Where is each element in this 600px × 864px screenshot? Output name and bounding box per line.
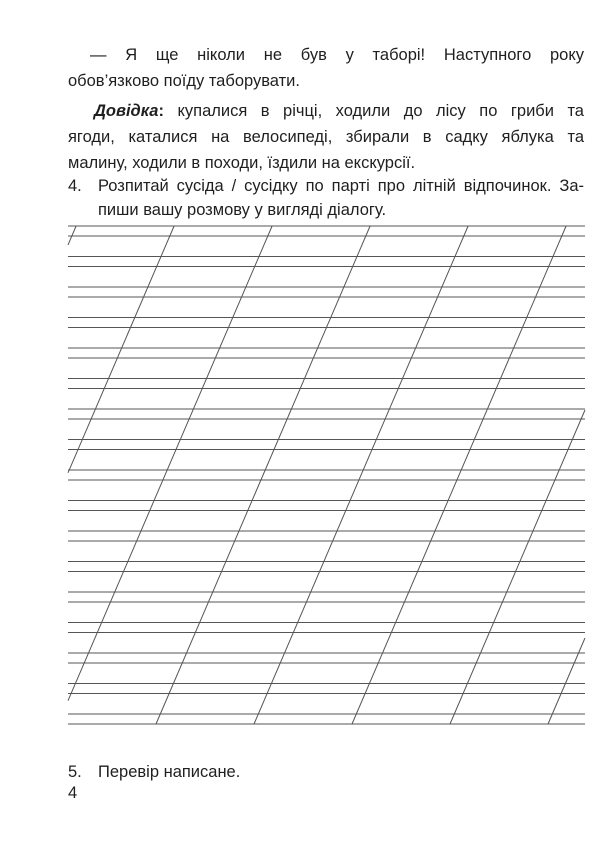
dialogue-line-part1: — Я ще ніколи не був у таборі! Наступного року xyxy=(90,46,584,64)
hint-row-3: малину, ходили в походи, їздили на екскурсії. xyxy=(68,154,416,172)
ruled-lines xyxy=(68,226,585,724)
slant-line xyxy=(254,226,468,724)
slant-line xyxy=(352,226,566,724)
hint-row1-text: купалися в річці, ходили до лісу по гриби та xyxy=(164,102,584,120)
hint-row-2: ягоди, каталися на велосипеді, збирали в садку яблука та xyxy=(68,128,584,146)
slant-line xyxy=(156,226,370,724)
slant-lines xyxy=(68,226,585,724)
task-5-text: Перевір написане. xyxy=(98,763,241,781)
slant-line xyxy=(450,410,585,724)
task-5-number: 5. xyxy=(68,763,82,781)
task-4-line1: Розпитай сусіда / сусідку по парті про літній відпочинок. За- xyxy=(98,177,584,195)
slant-line xyxy=(548,638,585,724)
task-5 xyxy=(68,760,584,784)
hint-colon: : xyxy=(158,102,164,120)
slant-line xyxy=(68,226,174,473)
task-4-number: 4. xyxy=(68,177,82,195)
page-number: 4 xyxy=(68,784,78,802)
task-4-line2: пиши вашу розмову у вигляді діалогу. xyxy=(98,201,387,219)
dialogue-line-part2: обов’язково поїду таборувати. xyxy=(68,72,300,90)
slant-line xyxy=(68,226,76,245)
hint-keyword: Довідка xyxy=(94,102,159,120)
